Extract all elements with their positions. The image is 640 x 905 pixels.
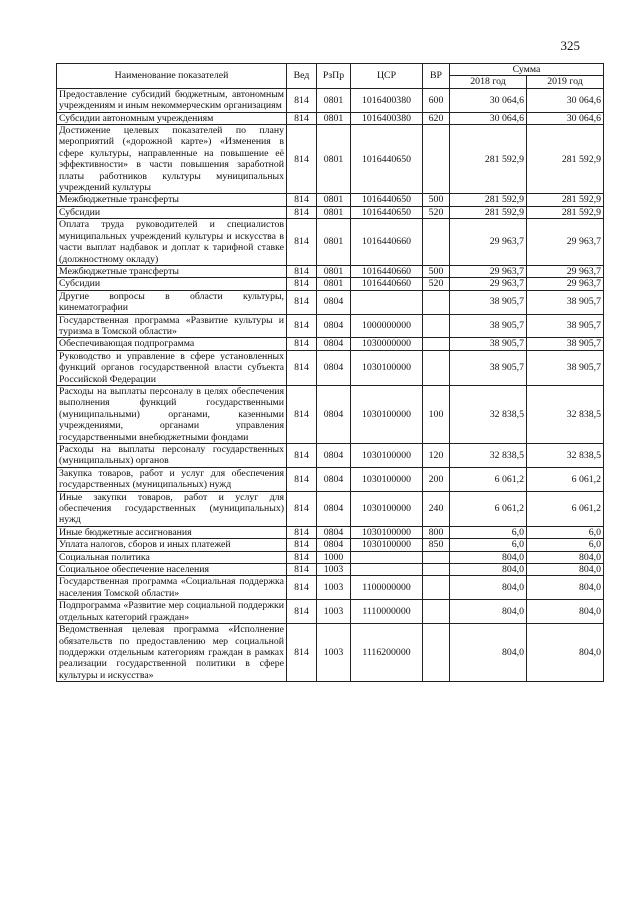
cell-vr: 500: [423, 265, 450, 277]
header-rzpr: РзПр: [317, 64, 351, 89]
cell-vr: [423, 350, 450, 385]
table-row: [57, 314, 604, 338]
cell-name: Ведомственная целевая программа «Исполнение обязательств по предоставлению мер социальной поддержки отдельным категориям граждан в рамках реализации государственной политики в сфере культуры и искусства»: [57, 624, 287, 682]
header-ved: Вед: [287, 64, 317, 89]
table-row: [57, 278, 604, 290]
table-row: [57, 219, 604, 266]
cell-vr: [423, 290, 450, 314]
cell-rzpr: 0804: [317, 314, 351, 338]
page-number: 325: [560, 38, 580, 53]
cell-ved: 814: [287, 112, 317, 124]
cell-csr: 1030100000: [351, 444, 423, 468]
cell-rzpr: 1003: [317, 600, 351, 624]
table-row: [57, 265, 604, 277]
table-row: [57, 467, 604, 491]
cell-rzpr: 0804: [317, 539, 351, 551]
cell-csr: 1000000000: [351, 314, 423, 338]
cell-sum-2019: 29 963,7: [527, 278, 604, 290]
cell-csr: 1030100000: [351, 526, 423, 538]
cell-ved: 814: [287, 290, 317, 314]
cell-ved: 814: [287, 624, 317, 682]
cell-rzpr: 0804: [317, 491, 351, 526]
cell-csr: 1030100000: [351, 539, 423, 551]
table-row: [57, 576, 604, 600]
cell-ved: 814: [287, 576, 317, 600]
cell-name: Оплата труда руководителей и специалистов муниципальных учреждений культуры и искусства в части выплат надбавок и доплат к тарифной ставке (должностному окладу): [57, 219, 287, 266]
table-row: [57, 444, 604, 468]
cell-csr: 1016440660: [351, 265, 423, 277]
header-year-2018: 2018 год: [450, 76, 527, 88]
cell-sum-2019: 29 963,7: [527, 265, 604, 277]
cell-name: Предоставление субсидий бюджетным, автономным учреждениям и иным некоммерческим организациям: [57, 88, 287, 112]
cell-rzpr: 1003: [317, 624, 351, 682]
cell-csr: 1016440650: [351, 125, 423, 194]
table-row: [57, 206, 604, 218]
cell-sum-2018: 281 592,9: [450, 194, 527, 206]
cell-sum-2019: 281 592,9: [527, 194, 604, 206]
cell-ved: 814: [287, 194, 317, 206]
cell-csr: 1016400380: [351, 88, 423, 112]
cell-name: Субсидии: [57, 278, 287, 290]
cell-csr: 1116200000: [351, 624, 423, 682]
header-year-2019: 2019 год: [527, 76, 604, 88]
cell-ved: 814: [287, 125, 317, 194]
cell-rzpr: 0801: [317, 206, 351, 218]
cell-sum-2019: 38 905,7: [527, 338, 604, 350]
cell-name: Государственная программа «Развитие культуры и туризма в Томской области»: [57, 314, 287, 338]
cell-rzpr: 0801: [317, 88, 351, 112]
cell-rzpr: 0801: [317, 194, 351, 206]
header-name: Наименование показателей: [57, 64, 287, 89]
cell-vr: [423, 551, 450, 563]
cell-name: Другие вопросы в области культуры, кинематографии: [57, 290, 287, 314]
cell-vr: 850: [423, 539, 450, 551]
cell-name: Расходы на выплаты персоналу государственных (муниципальных) органов: [57, 444, 287, 468]
cell-sum-2019: 32 838,5: [527, 444, 604, 468]
cell-sum-2019: 804,0: [527, 564, 604, 576]
cell-ved: 814: [287, 467, 317, 491]
cell-sum-2019: 6 061,2: [527, 491, 604, 526]
cell-sum-2019: 281 592,9: [527, 206, 604, 218]
cell-vr: [423, 624, 450, 682]
table-row: [57, 385, 604, 443]
cell-csr: 1030100000: [351, 491, 423, 526]
cell-ved: 814: [287, 350, 317, 385]
cell-ved: 814: [287, 314, 317, 338]
cell-csr: 1030000000: [351, 338, 423, 350]
cell-sum-2018: 38 905,7: [450, 338, 527, 350]
cell-sum-2019: 29 963,7: [527, 219, 604, 266]
cell-sum-2018: 804,0: [450, 551, 527, 563]
cell-rzpr: 0801: [317, 112, 351, 124]
cell-sum-2018: 804,0: [450, 624, 527, 682]
table-row: [57, 624, 604, 682]
cell-sum-2019: 804,0: [527, 624, 604, 682]
cell-vr: 100: [423, 385, 450, 443]
cell-vr: [423, 338, 450, 350]
cell-vr: [423, 600, 450, 624]
cell-csr: 1030100000: [351, 467, 423, 491]
cell-rzpr: 0804: [317, 467, 351, 491]
cell-sum-2018: 6 061,2: [450, 467, 527, 491]
cell-sum-2019: 804,0: [527, 576, 604, 600]
cell-sum-2018: 804,0: [450, 576, 527, 600]
cell-sum-2018: 6 061,2: [450, 491, 527, 526]
cell-name: Социальное обеспечение населения: [57, 564, 287, 576]
table-row: [57, 125, 604, 194]
cell-ved: 814: [287, 539, 317, 551]
table-row: [57, 194, 604, 206]
cell-csr: [351, 564, 423, 576]
cell-csr: [351, 551, 423, 563]
cell-ved: 814: [287, 491, 317, 526]
cell-name: Расходы на выплаты персоналу в целях обеспечения выполнения функций государственными (муниципальными) органами, казенными учреждениями, органами управления государственными внебюджетными фондами: [57, 385, 287, 443]
cell-ved: 814: [287, 600, 317, 624]
cell-name: Закупка товаров, работ и услуг для обеспечения государственных (муниципальных) нужд: [57, 467, 287, 491]
cell-sum-2018: 29 963,7: [450, 265, 527, 277]
cell-sum-2019: 281 592,9: [527, 125, 604, 194]
cell-name: Обеспечивающая подпрограмма: [57, 338, 287, 350]
cell-ved: 814: [287, 551, 317, 563]
cell-vr: [423, 314, 450, 338]
cell-name: Межбюджетные трансферты: [57, 265, 287, 277]
cell-sum-2018: 30 064,6: [450, 112, 527, 124]
cell-name: Иные бюджетные ассигнования: [57, 526, 287, 538]
cell-name: Государственная программа «Социальная поддержка населения Томской области»: [57, 576, 287, 600]
cell-sum-2018: 804,0: [450, 564, 527, 576]
cell-sum-2019: 30 064,6: [527, 112, 604, 124]
cell-vr: 200: [423, 467, 450, 491]
cell-sum-2018: 281 592,9: [450, 125, 527, 194]
cell-rzpr: 0804: [317, 338, 351, 350]
cell-sum-2018: 6,0: [450, 526, 527, 538]
table-row: [57, 539, 604, 551]
cell-ved: 814: [287, 526, 317, 538]
cell-rzpr: 0801: [317, 125, 351, 194]
table-row: [57, 350, 604, 385]
table-row: [57, 564, 604, 576]
cell-ved: 814: [287, 206, 317, 218]
cell-sum-2019: 804,0: [527, 600, 604, 624]
cell-rzpr: 0804: [317, 350, 351, 385]
cell-vr: 240: [423, 491, 450, 526]
cell-csr: [351, 290, 423, 314]
cell-name: Межбюджетные трансферты: [57, 194, 287, 206]
table-body: [57, 88, 604, 681]
cell-sum-2019: 32 838,5: [527, 385, 604, 443]
table-row: [57, 526, 604, 538]
table-row: [57, 551, 604, 563]
cell-ved: 814: [287, 444, 317, 468]
cell-sum-2018: 32 838,5: [450, 385, 527, 443]
cell-sum-2019: 30 064,6: [527, 88, 604, 112]
cell-ved: 814: [287, 338, 317, 350]
cell-sum-2019: 6 061,2: [527, 467, 604, 491]
cell-sum-2018: 38 905,7: [450, 290, 527, 314]
cell-name: Субсидии автономным учреждениям: [57, 112, 287, 124]
cell-rzpr: 0804: [317, 290, 351, 314]
cell-name: Социальная политика: [57, 551, 287, 563]
header-vr: ВР: [423, 64, 450, 89]
cell-vr: [423, 219, 450, 266]
cell-ved: 814: [287, 265, 317, 277]
header-csr: ЦСР: [351, 64, 423, 89]
cell-sum-2019: 6,0: [527, 539, 604, 551]
cell-sum-2018: 30 064,6: [450, 88, 527, 112]
cell-sum-2018: 29 963,7: [450, 278, 527, 290]
table-row: [57, 600, 604, 624]
cell-sum-2018: 38 905,7: [450, 350, 527, 385]
cell-rzpr: 0801: [317, 265, 351, 277]
cell-ved: 814: [287, 219, 317, 266]
table-header: [57, 64, 604, 89]
cell-vr: 120: [423, 444, 450, 468]
cell-vr: 800: [423, 526, 450, 538]
cell-sum-2018: 38 905,7: [450, 314, 527, 338]
cell-sum-2018: 804,0: [450, 600, 527, 624]
cell-sum-2019: 38 905,7: [527, 290, 604, 314]
cell-vr: 600: [423, 88, 450, 112]
table-row: [57, 491, 604, 526]
cell-vr: [423, 576, 450, 600]
cell-rzpr: 0804: [317, 444, 351, 468]
cell-csr: 1016440650: [351, 194, 423, 206]
cell-csr: 1016440660: [351, 278, 423, 290]
cell-name: Иные закупки товаров, работ и услуг для обеспечения государственных (муниципальных) нужд: [57, 491, 287, 526]
cell-csr: 1110000000: [351, 600, 423, 624]
cell-rzpr: 0801: [317, 278, 351, 290]
cell-name: Подпрограмма «Развитие мер социальной поддержки отдельных категорий граждан»: [57, 600, 287, 624]
cell-csr: 1016400380: [351, 112, 423, 124]
cell-name: Субсидии: [57, 206, 287, 218]
cell-sum-2018: 32 838,5: [450, 444, 527, 468]
cell-sum-2018: 281 592,9: [450, 206, 527, 218]
cell-csr: 1030100000: [351, 350, 423, 385]
cell-rzpr: 1003: [317, 564, 351, 576]
cell-vr: 620: [423, 112, 450, 124]
cell-vr: 520: [423, 206, 450, 218]
cell-rzpr: 1003: [317, 576, 351, 600]
cell-sum-2019: 6,0: [527, 526, 604, 538]
budget-table: [56, 63, 604, 682]
cell-ved: 814: [287, 278, 317, 290]
cell-sum-2019: 38 905,7: [527, 314, 604, 338]
cell-csr: 1100000000: [351, 576, 423, 600]
header-sum: Сумма: [450, 64, 604, 76]
cell-csr: 1016440650: [351, 206, 423, 218]
table-row: [57, 112, 604, 124]
cell-vr: 520: [423, 278, 450, 290]
cell-sum-2018: 6,0: [450, 539, 527, 551]
cell-vr: [423, 564, 450, 576]
table-row: [57, 290, 604, 314]
cell-csr: 1016440660: [351, 219, 423, 266]
cell-ved: 814: [287, 564, 317, 576]
table-row: [57, 338, 604, 350]
cell-rzpr: 1000: [317, 551, 351, 563]
table-row: [57, 88, 604, 112]
cell-vr: 500: [423, 194, 450, 206]
cell-sum-2018: 29 963,7: [450, 219, 527, 266]
cell-rzpr: 0801: [317, 219, 351, 266]
cell-name: Руководство и управление в сфере установленных функций органов государственной власти субъекта Российской Федерации: [57, 350, 287, 385]
cell-ved: 814: [287, 385, 317, 443]
cell-sum-2019: 38 905,7: [527, 350, 604, 385]
cell-csr: 1030100000: [351, 385, 423, 443]
cell-name: Достижение целевых показателей по плану мероприятий («дорожной карте») «Изменения в сфере культуры, направленные на повышение её эффективности» в части повышения заработной платы работников культуры муниципальных учреждений культуры: [57, 125, 287, 194]
cell-rzpr: 0804: [317, 526, 351, 538]
cell-vr: [423, 125, 450, 194]
cell-rzpr: 0804: [317, 385, 351, 443]
cell-sum-2019: 804,0: [527, 551, 604, 563]
cell-ved: 814: [287, 88, 317, 112]
cell-name: Уплата налогов, сборов и иных платежей: [57, 539, 287, 551]
